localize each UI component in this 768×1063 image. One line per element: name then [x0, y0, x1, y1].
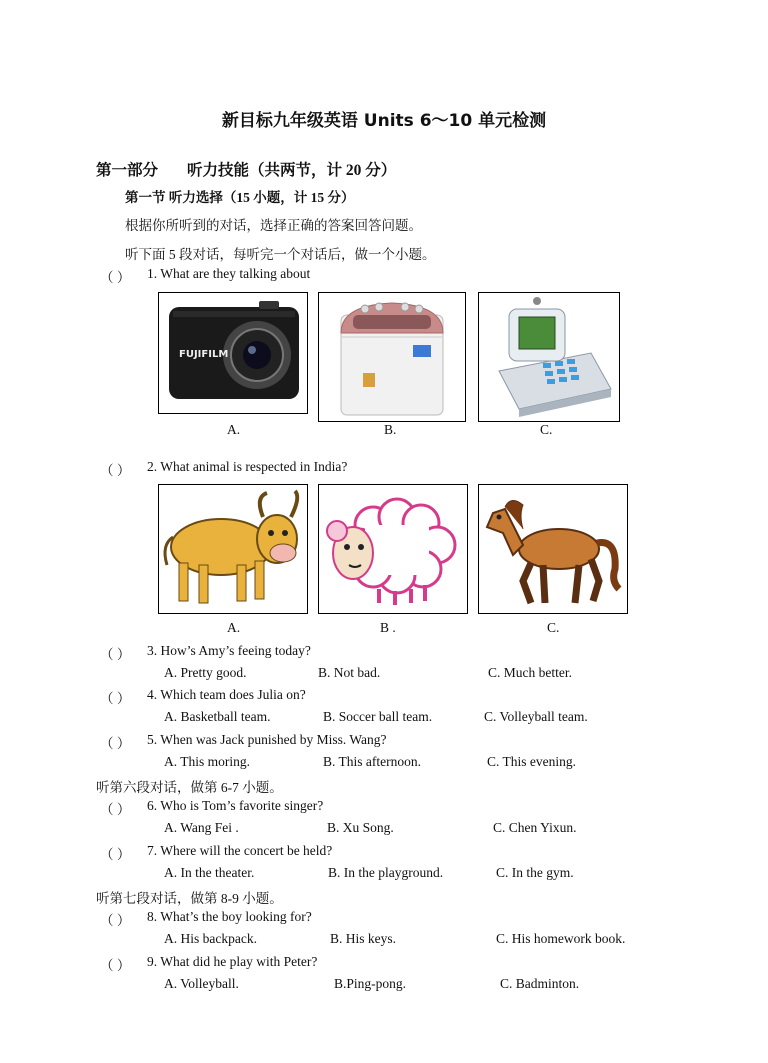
option-a[interactable]: A. In the theater.: [164, 865, 255, 880]
answer-blank[interactable]: （ ）: [100, 463, 131, 478]
question-text: 3. How’s Amy’s feeing today?: [147, 643, 311, 658]
section-heading: 第一节 听力选择（15 小题，计 15 分）: [125, 190, 355, 205]
option-b[interactable]: B. This afternoon.: [323, 754, 421, 769]
sheep-icon: [319, 485, 467, 613]
option-c[interactable]: C. Much better.: [488, 665, 572, 680]
svg-text:FUJIFILM: FUJIFILM: [179, 349, 229, 360]
question-text: 7. Where will the concert be held?: [147, 843, 333, 858]
option-image-horse[interactable]: [478, 484, 628, 614]
option-b[interactable]: B. Soccer ball team.: [323, 709, 433, 724]
question-text: 1. What are they talking about: [147, 266, 311, 281]
option-a[interactable]: A. Pretty good.: [164, 665, 247, 680]
option-a[interactable]: A. This moring.: [164, 754, 251, 769]
option-a[interactable]: A. His backpack.: [164, 931, 257, 946]
card-machine-icon: [479, 293, 619, 421]
option-c[interactable]: C. Chen Yixun.: [493, 820, 577, 835]
option-label: A.: [227, 620, 241, 635]
instruction-text: 听下面 5 段对话，每听完一个对话后，做一个小题。: [125, 247, 436, 262]
answer-blank[interactable]: （ ）: [100, 802, 131, 817]
page-title: 新目标九年级英语 Units 6～10 单元检测: [221, 111, 547, 131]
dialog-note: 听第七段对话，做第 8-9 小题。: [96, 891, 283, 906]
part-heading: 第一部分: [96, 162, 159, 179]
answer-blank[interactable]: （ ）: [100, 736, 131, 751]
part-subtitle: 听力技能（共两节，计 20 分）: [187, 162, 397, 179]
option-b[interactable]: B. His keys.: [330, 931, 397, 946]
camera-icon: [159, 293, 307, 413]
option-c[interactable]: C. This evening.: [487, 754, 576, 769]
option-a[interactable]: A. Wang Fei .: [164, 820, 239, 835]
option-b[interactable]: B.Ping-pong.: [334, 976, 407, 991]
answer-blank[interactable]: （ ）: [100, 847, 131, 862]
instruction-text: 根据你所听到的对话，选择正确的答案回答问题。: [125, 218, 422, 233]
option-b[interactable]: B. Xu Song.: [327, 820, 394, 835]
option-b[interactable]: B. Not bad.: [318, 665, 381, 680]
option-b[interactable]: B. In the playground.: [328, 865, 444, 880]
option-label: C.: [547, 620, 560, 635]
answer-blank[interactable]: （ ）: [100, 647, 131, 662]
option-a[interactable]: A. Volleyball.: [164, 976, 239, 991]
option-label: C.: [540, 422, 553, 437]
answer-blank[interactable]: （ ）: [100, 958, 131, 973]
question-text: 2. What animal is respected in India?: [147, 459, 348, 474]
option-image-sheep[interactable]: [318, 484, 468, 614]
option-image-camera[interactable]: [158, 292, 308, 414]
question-text: 9. What did he play with Peter?: [147, 954, 318, 969]
option-c[interactable]: C. Badminton.: [500, 976, 580, 991]
washing-machine-icon: [319, 293, 465, 421]
answer-blank[interactable]: （ ）: [100, 691, 131, 706]
answer-blank[interactable]: （ ）: [100, 913, 131, 928]
question-text: 6. Who is Tom’s favorite singer?: [147, 798, 324, 813]
option-image-card-machine[interactable]: [478, 292, 620, 422]
option-c[interactable]: C. In the gym.: [496, 865, 574, 880]
question-text: 5. When was Jack punished by Miss. Wang?: [147, 732, 387, 747]
option-image-cow[interactable]: [158, 484, 308, 614]
option-label: A.: [227, 422, 241, 437]
option-c[interactable]: C. Volleyball team.: [484, 709, 588, 724]
option-image-washing-machine[interactable]: [318, 292, 466, 422]
option-label: B .: [380, 620, 396, 635]
option-label: B.: [384, 422, 397, 437]
cow-icon: [159, 485, 307, 613]
answer-blank[interactable]: （ ）: [100, 270, 131, 285]
horse-icon: [479, 485, 627, 613]
dialog-note: 听第六段对话，做第 6-7 小题。: [96, 780, 283, 795]
question-text: 4. Which team does Julia on?: [147, 687, 306, 702]
question-text: 8. What’s the boy looking for?: [147, 909, 312, 924]
option-c[interactable]: C. His homework book.: [496, 931, 626, 946]
option-a[interactable]: A. Basketball team.: [164, 709, 271, 724]
